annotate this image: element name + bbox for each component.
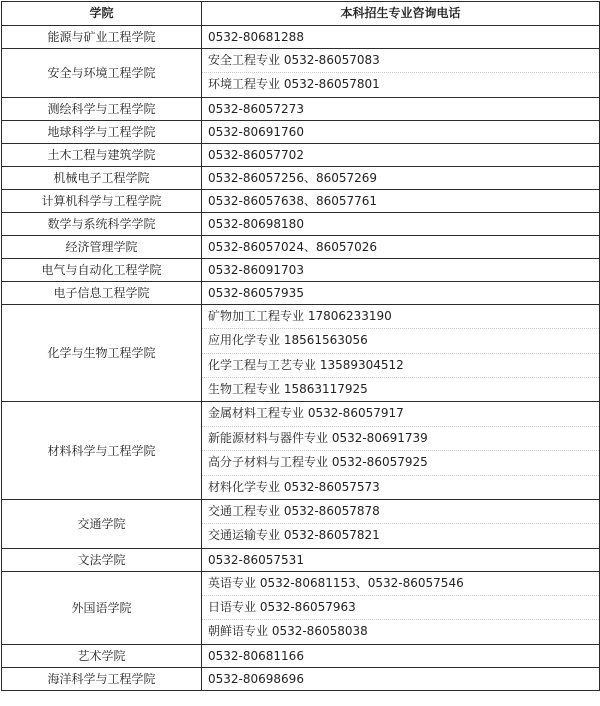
table-row bbox=[2, 26, 600, 49]
college-name: 土木工程与建筑学院 bbox=[2, 143, 202, 166]
phone-list bbox=[202, 499, 600, 548]
phone-number: 0532-86057702 bbox=[202, 143, 600, 166]
college-name: 测绘科学与工程学院 bbox=[2, 97, 202, 120]
table-row bbox=[2, 402, 600, 500]
college-name: 材料科学与工程学院 bbox=[2, 402, 202, 500]
college-name: 化学与生物工程学院 bbox=[2, 304, 202, 402]
table-row bbox=[2, 97, 600, 120]
phone-list bbox=[202, 304, 600, 402]
major-phone-line: 安全工程专业 0532-86057083 bbox=[202, 49, 599, 73]
phone-number: 0532-86057531 bbox=[202, 548, 600, 571]
major-phone-line: 朝鲜语专业 0532-86058038 bbox=[208, 624, 368, 639]
phone-number: 0532-86057935 bbox=[202, 281, 600, 304]
college-name: 地球科学与工程学院 bbox=[2, 120, 202, 143]
major-phone-line: 化学工程与工艺专业 13589304512 bbox=[202, 354, 599, 378]
table-body bbox=[2, 26, 600, 691]
college-name: 电气与自动化工程学院 bbox=[2, 258, 202, 281]
major-phone-line: 英语专业 0532-80681153、0532-86057546 bbox=[202, 572, 599, 596]
college-name: 数学与系统科学学院 bbox=[2, 212, 202, 235]
phone-number: 0532-86057256、86057269 bbox=[202, 166, 600, 189]
phone-number: 0532-86057024、86057026 bbox=[202, 235, 600, 258]
admissions-phone-table bbox=[1, 1, 600, 691]
phone-list bbox=[202, 402, 600, 500]
phone-column-header: 本科招生专业咨询电话 bbox=[202, 2, 600, 26]
table-row bbox=[2, 499, 600, 548]
phone-number: 0532-80691760 bbox=[202, 120, 600, 143]
table-row bbox=[2, 49, 600, 98]
table-row bbox=[2, 667, 600, 690]
table-row bbox=[2, 258, 600, 281]
phone-number: 0532-80681166 bbox=[202, 644, 600, 667]
phone-number: 0532-80698180 bbox=[202, 212, 600, 235]
major-phone-line: 金属材料工程专业 0532-86057917 bbox=[202, 402, 599, 426]
phone-number: 0532-80698696 bbox=[202, 667, 600, 690]
major-phone-line: 交通工程专业 0532-86057878 bbox=[202, 500, 599, 524]
college-name: 电子信息工程学院 bbox=[2, 281, 202, 304]
college-name: 交通学院 bbox=[2, 499, 202, 548]
table-row bbox=[2, 571, 600, 644]
table-row bbox=[2, 281, 600, 304]
phone-number: 0532-86057638、86057761 bbox=[202, 189, 600, 212]
table-row bbox=[2, 644, 600, 667]
table-row bbox=[2, 304, 600, 402]
major-phone-line: 高分子材料与工程专业 0532-86057925 bbox=[202, 451, 599, 475]
table-row bbox=[2, 548, 600, 571]
phone-list bbox=[202, 571, 600, 644]
major-phone-line: 日语专业 0532-86057963 bbox=[202, 596, 599, 620]
major-phone-line: 生物工程专业 15863117925 bbox=[208, 381, 368, 396]
college-name: 海洋科学与工程学院 bbox=[2, 667, 202, 690]
major-phone-line: 环境工程专业 0532-86057801 bbox=[208, 77, 380, 92]
table-row bbox=[2, 166, 600, 189]
table-row bbox=[2, 120, 600, 143]
major-phone-line: 新能源材料与器件专业 0532-80691739 bbox=[202, 427, 599, 451]
college-name: 艺术学院 bbox=[2, 644, 202, 667]
college-name: 文法学院 bbox=[2, 548, 202, 571]
college-name: 外国语学院 bbox=[2, 571, 202, 644]
table-row bbox=[2, 189, 600, 212]
header-row bbox=[2, 2, 600, 26]
college-name: 安全与环境工程学院 bbox=[2, 49, 202, 98]
phone-number: 0532-86091703 bbox=[202, 258, 600, 281]
table-row bbox=[2, 143, 600, 166]
college-name: 计算机科学与工程学院 bbox=[2, 189, 202, 212]
major-phone-line: 矿物加工工程专业 17806233190 bbox=[202, 305, 599, 329]
major-phone-line: 材料化学专业 0532-86057573 bbox=[208, 479, 380, 494]
phone-number: 0532-86057273 bbox=[202, 97, 600, 120]
major-phone-line: 应用化学专业 18561563056 bbox=[202, 329, 599, 353]
college-column-header: 学院 bbox=[2, 2, 202, 26]
college-name: 机械电子工程学院 bbox=[2, 166, 202, 189]
table-row bbox=[2, 235, 600, 258]
major-phone-line: 交通运输专业 0532-86057821 bbox=[208, 528, 380, 543]
phone-number: 0532-80681288 bbox=[202, 26, 600, 49]
phone-list bbox=[202, 49, 600, 98]
college-name: 能源与矿业工程学院 bbox=[2, 26, 202, 49]
college-name: 经济管理学院 bbox=[2, 235, 202, 258]
table-row bbox=[2, 212, 600, 235]
